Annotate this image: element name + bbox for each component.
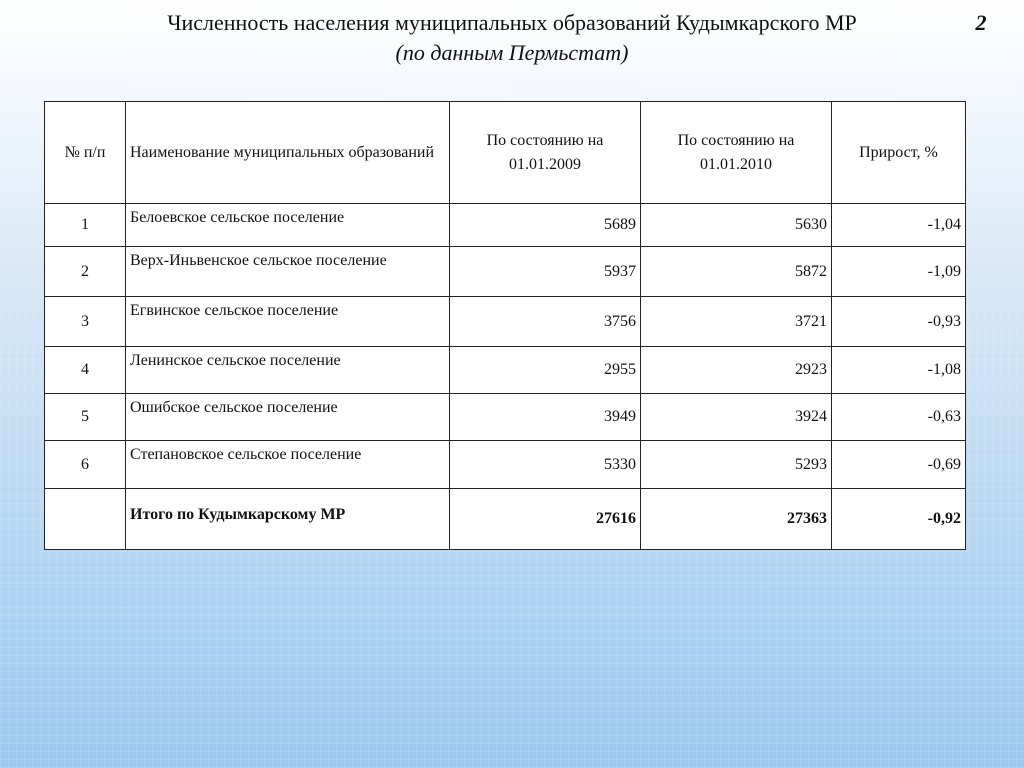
row-pop-2010: 2923 — [641, 347, 832, 394]
total-growth: -0,92 — [832, 489, 966, 550]
table-row — [45, 347, 966, 394]
row-pop-2009: 5330 — [450, 441, 641, 489]
total-pop-2010: 27363 — [641, 489, 832, 550]
row-name: Верх-Иньвенское сельское поселение — [126, 247, 450, 297]
row-pop-2009: 2955 — [450, 347, 641, 394]
header-pop-2009: По состоянию на 01.01.2009 — [450, 102, 641, 204]
row-growth: -0,63 — [832, 394, 966, 441]
row-pop-2010: 3721 — [641, 297, 832, 347]
row-name: Ленинское сельское поселение — [126, 347, 450, 394]
row-growth: -1,08 — [832, 347, 966, 394]
row-name: Егвинское сельское поселение — [126, 297, 450, 347]
slide-title: Численность населения муниципальных образований Кудымкарского МР — [167, 10, 857, 35]
row-pop-2009: 3949 — [450, 394, 641, 441]
total-name: Итого по Кудымкарскому МР — [126, 489, 450, 550]
header-num: № п/п — [45, 102, 126, 204]
row-num: 2 — [45, 247, 126, 297]
table-row — [45, 297, 966, 347]
row-num: 3 — [45, 297, 126, 347]
row-pop-2010: 5630 — [641, 204, 832, 247]
row-growth: -1,04 — [832, 204, 966, 247]
row-num: 5 — [45, 394, 126, 441]
row-growth: -0,93 — [832, 297, 966, 347]
header-name: Наименование муниципальных образований — [126, 102, 450, 204]
table-row — [45, 247, 966, 297]
row-growth: -0,69 — [832, 441, 966, 489]
header-growth: Прирост, % — [832, 102, 966, 204]
table-row — [45, 204, 966, 247]
table-row — [45, 394, 966, 441]
header-pop-2010: По состоянию на 01.01.2010 — [641, 102, 832, 204]
row-name: Степановское сельское поселение — [126, 441, 450, 489]
population-table — [44, 101, 966, 550]
row-pop-2009: 3756 — [450, 297, 641, 347]
row-growth: -1,09 — [832, 247, 966, 297]
row-pop-2010: 3924 — [641, 394, 832, 441]
table-row — [45, 441, 966, 489]
row-pop-2010: 5293 — [641, 441, 832, 489]
total-num-empty — [45, 489, 126, 550]
slide-subtitle: (по данным Пермьстат) — [395, 40, 629, 65]
row-num: 6 — [45, 441, 126, 489]
row-pop-2009: 5689 — [450, 204, 641, 247]
row-name: Ошибское сельское поселение — [126, 394, 450, 441]
row-num: 4 — [45, 347, 126, 394]
row-name: Белоевское сельское поселение — [126, 204, 450, 247]
row-pop-2010: 5872 — [641, 247, 832, 297]
slide-number: 2 — [975, 10, 987, 35]
total-pop-2009: 27616 — [450, 489, 641, 550]
row-pop-2009: 5937 — [450, 247, 641, 297]
row-num: 1 — [45, 204, 126, 247]
total-row — [45, 489, 966, 550]
table-header-row — [45, 102, 966, 204]
